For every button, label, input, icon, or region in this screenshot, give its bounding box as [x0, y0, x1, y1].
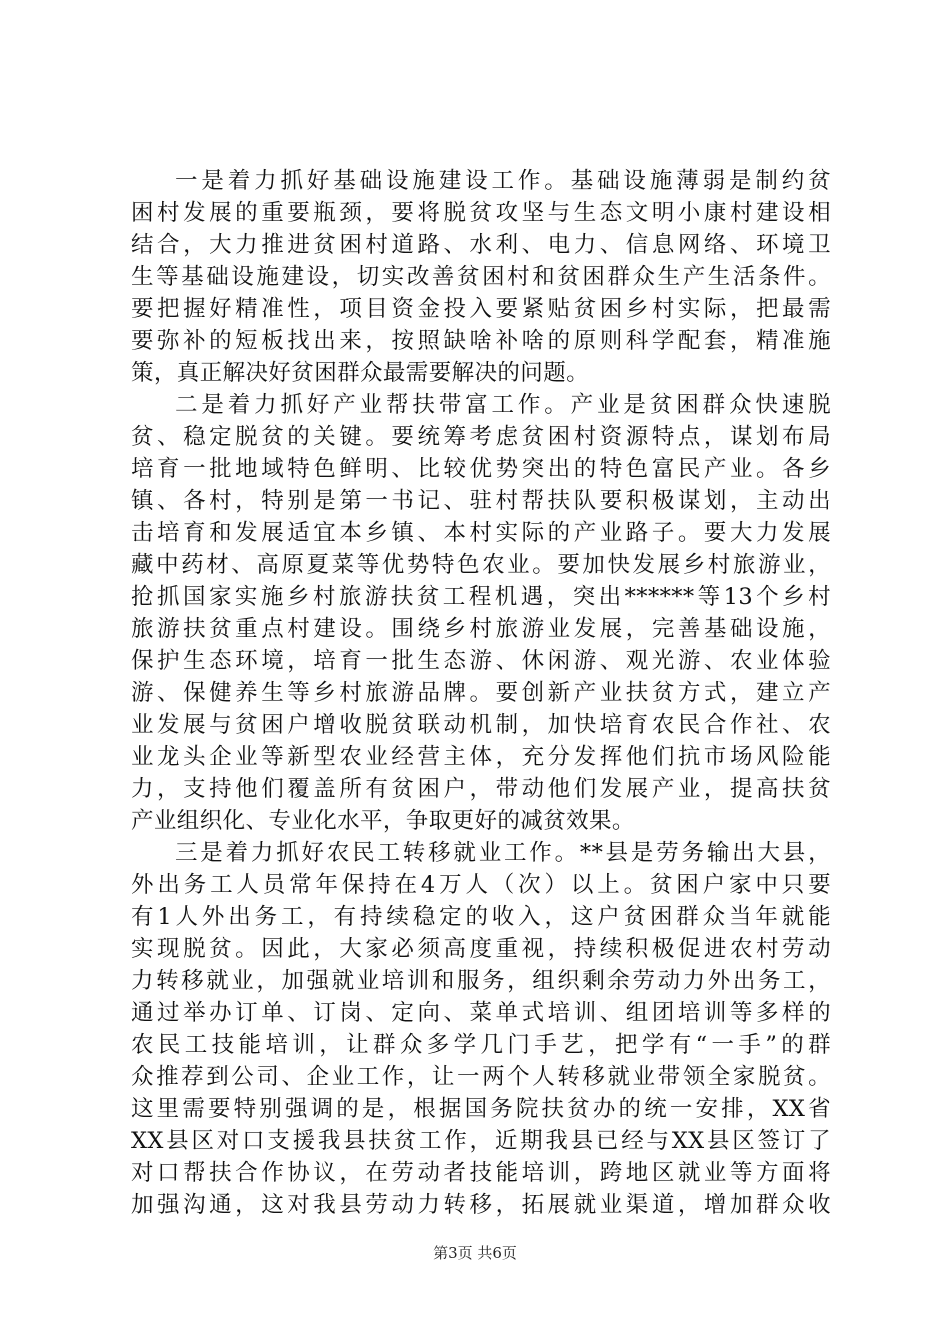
- text-line: 农民工技能培训，让群众多学几门手艺，把学有“一手”的群: [131, 1032, 831, 1058]
- text-line: 加强沟通，这对我县劳动力转移，拓展就业渠道，增加群众收: [131, 1192, 831, 1218]
- text-line: 要把握好精准性，项目资金投入要紧贴贫困乡村实际，把最需: [131, 296, 831, 322]
- text-line: 力，支持他们覆盖所有贫困户，带动他们发展产业，提高扶贫: [131, 776, 831, 802]
- text-line: 旅游扶贫重点村建设。围绕乡村旅游业发展，完善基础设施，: [131, 616, 831, 642]
- text-line: 实现脱贫。因此，大家必须高度重视，持续积极促进农村劳动: [131, 936, 831, 962]
- text-line: 要弥补的短板找出来，按照缺啥补啥的原则科学配套，精准施: [131, 328, 831, 354]
- text-line: 贫、稳定脱贫的关键。要统筹考虑贫困村资源特点，谋划布局: [131, 424, 831, 450]
- text-line: 抢抓国家实施乡村旅游扶贫工程机遇，突出******等13个乡村: [131, 584, 831, 610]
- text-line: 这里需要特别强调的是，根据国务院扶贫办的统一安排，XX省: [131, 1096, 831, 1122]
- text-line: 通过举办订单、订岗、定向、菜单式培训、组团培训等多样的: [131, 1000, 831, 1026]
- text-line: 生等基础设施建设，切实改善贫困村和贫困群众生产生活条件。: [131, 264, 831, 290]
- text-line: 二是着力抓好产业帮扶带富工作。产业是贫困群众快速脱: [175, 392, 831, 418]
- text-line: 击培育和发展适宜本乡镇、本村实际的产业路子。要大力发展: [131, 520, 831, 546]
- text-line: 产业组织化、专业化水平，争取更好的减贫效果。: [131, 808, 635, 834]
- text-line: 培育一批地域特色鲜明、比较优势突出的特色富民产业。各乡: [131, 456, 831, 482]
- text-line: 众推荐到公司、企业工作，让一两个人转移就业带领全家脱贫。: [131, 1064, 831, 1090]
- page-footer: 第3页 共6页: [433, 1244, 517, 1262]
- text-line: 对口帮扶合作协议，在劳动者技能培训，跨地区就业等方面将: [131, 1160, 831, 1186]
- text-line: 三是着力抓好农民工转移就业工作。**县是劳务输出大县，: [175, 840, 831, 866]
- text-line: 业发展与贫困户增收脱贫联动机制，加快培育农民合作社、农: [131, 712, 831, 738]
- text-line: 业龙头企业等新型农业经营主体，充分发挥他们抗市场风险能: [131, 744, 831, 770]
- text-line: 游、保健养生等乡村旅游品牌。要创新产业扶贫方式，建立产: [131, 680, 831, 706]
- text-line: 保护生态环境，培育一批生态游、休闲游、观光游、农业体验: [131, 648, 831, 674]
- text-line: 一是着力抓好基础设施建设工作。基础设施薄弱是制约贫: [175, 168, 831, 194]
- text-line: 外出务工人员常年保持在4万人（次）以上。贫困户家中只要: [131, 872, 831, 898]
- text-line: 困村发展的重要瓶颈，要将脱贫攻坚与生态文明小康村建设相: [131, 200, 831, 226]
- document-body: [131, 165, 831, 1221]
- text-line: 策，真正解决好贫困群众最需要解决的问题。: [131, 360, 590, 386]
- text-line: XX县区对口支援我县扶贫工作，近期我县已经与XX县区签订了: [131, 1128, 831, 1154]
- text-line: 藏中药材、高原夏菜等优势特色农业。要加快发展乡村旅游业，: [131, 552, 831, 578]
- text-line: 有1人外出务工，有持续稳定的收入，这户贫困群众当年就能: [131, 904, 831, 930]
- text-line: 镇、各村，特别是第一书记、驻村帮扶队要积极谋划，主动出: [131, 488, 831, 514]
- text-line: 力转移就业，加强就业培训和服务，组织剩余劳动力外出务工，: [131, 968, 831, 994]
- text-line: 结合，大力推进贫困村道路、水利、电力、信息网络、环境卫: [131, 232, 831, 258]
